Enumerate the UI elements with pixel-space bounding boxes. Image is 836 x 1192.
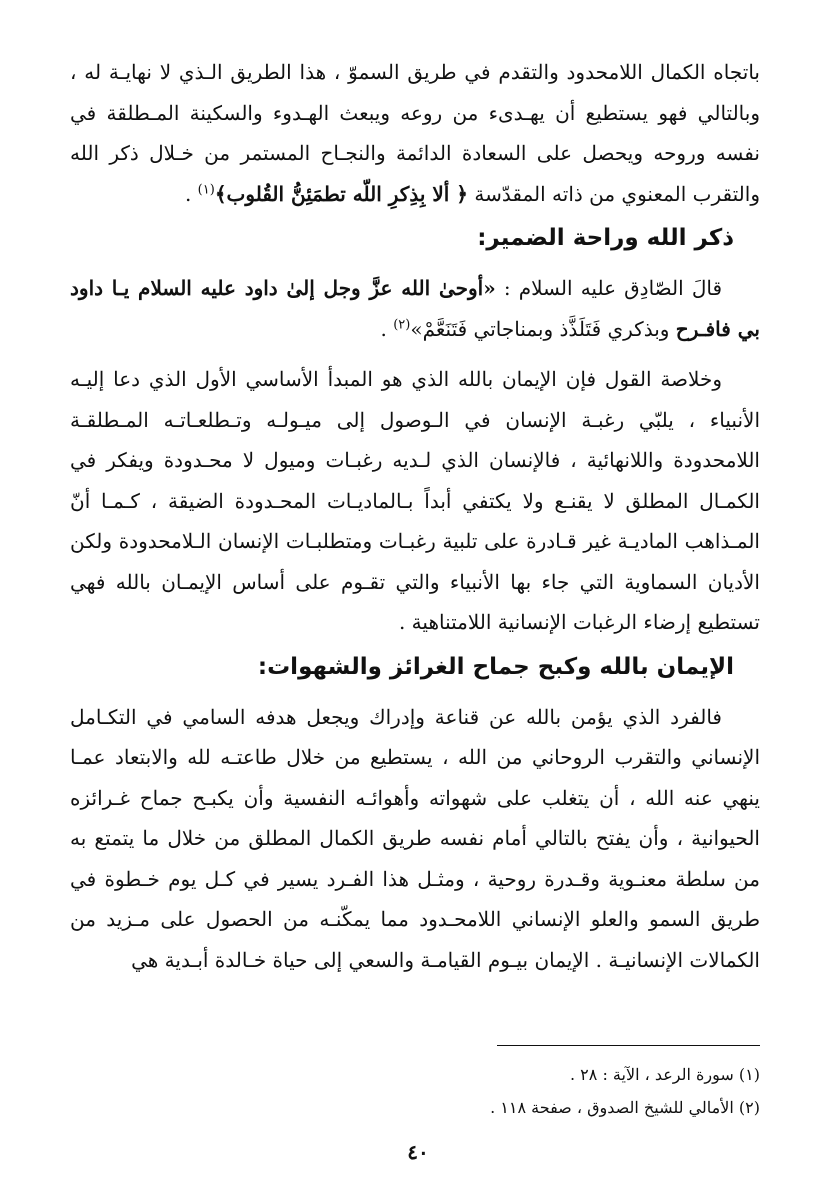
paragraph-continuation — [70, 52, 760, 214]
paragraph-end: . — [380, 316, 394, 341]
paragraph-end: . — [184, 181, 198, 206]
section-heading: ذكر الله وراحة الضمير: — [477, 225, 734, 251]
summary-paragraph: وخلاصة القول فإن الإيمان بالله الذي هو المبدأ الأساسي الأول الذي دعا إليـه الأنبياء ، يلبّي رغبـة الإنسان في الـوصول إلى ميـولـه وتـطلعـاتـه المـطلقـة اللامحدودة واللانهائية ، فالإنسان الذي لـديه رغبـات وميول لا محـدودة ويفكر في الكمـال المطلق لا يقنـع ولا يكتفي أبداً بـالماديـات المحـدودة الضيقة ، كـمـا أنّ المـذاهب الماديـة غير قـادرة على تلبية رغبـات ومتطلبـات الإنسان الـلامحدودة ولكن الأديان السماوية التي جاء بها الأنبياء والتي تقـوم على أساس الإيمـان بالله فهي تستطيع إرضاء الرغبات الإنسانية اللامتناهية . — [70, 367, 760, 634]
hadith-quote: «أوحىٰ الله عزَّ وجل إلىٰ داود عليه السلام يـا داود بي فافـرح — [70, 276, 760, 341]
page-number: ٤٠ — [407, 1140, 429, 1164]
quran-verse: ﴿ ألا بِذِكرِ اللّه تطمَئِنُّ القُلوب﴾ — [214, 181, 468, 206]
footnote-marker: (٢) — [393, 316, 411, 332]
footnote-marker: (١) — [197, 181, 215, 197]
body-paragraph: فالفرد الذي يؤمن بالله عن قناعة وإدراك ويجعل هدفه السامي في التكـامل الإنساني والتقرب الروحاني من الله ، يستطيع من خلال طاعتـه لله والابتعاد عمـا ينهي عنه الله ، أن يتغلب على شهواته وأهوائـه النفسية وأن يكبـح جماح غـرائزه الحيوانية ، وأن يفتح بالتالي أمام نفسه طريق الكمال المطلق من خلال ما يتمتع به من سلطة معنـوية وقـدرة روحية ، ومثـل هذا الفـرد يسير في كـل يوم خـطوة في طريق السمو والعلو الإنساني اللامحـدود مما يمكّنـه من الحصول على مـزيد من الكمالات الإنسانيـة . الإيمان بيـوم القيامـة والسعي إلى حياة خـالدة أبـدية هي — [70, 704, 760, 972]
footnote-separator — [497, 1045, 760, 1046]
section-heading: الإيمان بالله وكبح جماح الغرائز والشهوات: — [257, 653, 734, 680]
footnote-item: (٢) الأمالي للشيخ الصدوق ، صفحة ١١٨ . — [490, 1098, 760, 1117]
footnotes — [70, 1058, 760, 1124]
page-body — [70, 52, 760, 980]
paragraph-text: باتجاه الكمال اللامحدود والتقدم في طريق السموّ ، هذا الطريق الـذي لا نهايـة له ، وبالتالي فهو يستطيع أن يهـدىء من روعه ويبعث الهـدوء والسكينة المـطلقة في نفسه وروحه ويحصل على السعادة الدائمة والنجـاح المستمر من خـلال ذكر الله والتقرب المعنوي من ذاته المقدّسة — [70, 60, 760, 206]
footnote-item: (١) سورة الرعد ، الآية : ٢٨ . — [570, 1065, 760, 1084]
hadith-intro: قالَ الصّادِق عليه السلام : — [495, 276, 723, 300]
hadith-quote-rest: وبذكري فَتَلَذَّذ وبمناجاتي فَتَنَعَّمْ» — [410, 316, 676, 341]
hadith-paragraph — [70, 268, 760, 349]
